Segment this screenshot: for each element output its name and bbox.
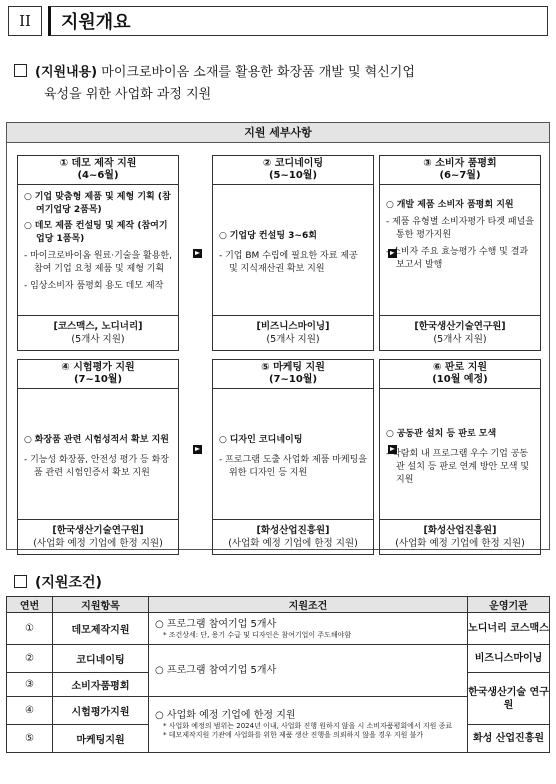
table-row: ① 데모제작지원 ○ 프로그램 참여기업 5개사 * 조건상세: 단, 용기 수급 및 디자인은 참여기업이 주도해야함 노디너리 코스맥스: [7, 613, 550, 645]
checkbox-square-icon: [14, 575, 27, 588]
card-header: ② 코디네이팅 (5~10월): [213, 156, 373, 185]
card-footer: [화성산업진흥원] (사업화 예정 기업에 한정 지원): [380, 519, 540, 554]
intro-line1: 마이크로바이옴 소재를 활용한 화장품 개발 및 혁신기업: [101, 65, 415, 80]
card-header: ⑥ 판로 지원 (10월 예정): [380, 360, 540, 389]
card-consumer-review: [379, 155, 541, 351]
table-row: ② 코디네이팅 ○ 프로그램 참여기업 5개사 비즈니스마이닝: [7, 645, 550, 673]
card-body: ○ 기업 맞춤형 제품 및 제형 기획 (참여기업당 2품목) ○ 데모 제품 컨설팅 및 제작 (참여기업당 1품목) - 마이크로바이옴 원료·기술을 활용한, 참여 기업 요청 제품 및 제형 기획 - 임상소비자 품평회 용도 데모 제작: [18, 185, 178, 315]
intro-paragraph: [14, 62, 550, 106]
card-body: ○ 기업당 컨설팅 3~6회 - 기업 BM 수립에 필요한 자료 제공 및 지식재산권 확보 지원: [213, 185, 373, 315]
details-frame: [6, 122, 550, 550]
table-row: ③ 소비자품평회 한국생산기술 연구원: [7, 673, 550, 697]
card-header: ① 데모 제작 지원 (4~6월): [18, 156, 178, 185]
intro-label: (지원내용): [35, 65, 98, 80]
section-number: II: [8, 6, 42, 36]
details-title: 지원 세부사항: [7, 123, 549, 143]
conditions-table: [6, 596, 550, 753]
card-footer: [한국생산기술연구원] (5개사 지원): [380, 315, 540, 350]
card-body: ○ 개발 제품 소비자 품평회 지원 - 제품 유형별 소비자평가 타겟 패널을 통한 평가지원 - 소비자 주요 효능평가 수행 및 결과보고서 발행: [380, 185, 540, 315]
card-header: ⑤ 마케팅 지원 (7~10월): [213, 360, 373, 389]
conditions-heading: (지원조건): [14, 572, 102, 592]
section-header: [8, 6, 548, 36]
card-header: ④ 시험평가 지원 (7~10월): [18, 360, 178, 389]
card-body: ○ 화장품 관련 시험성적서 확보 지원 - 기능성 화장품, 안전성 평가 등 화장품 관련 시험인증서 확보 지원: [18, 389, 178, 519]
card-sales-channel: [379, 359, 541, 555]
card-footer: [비즈니스마이닝] (5개사 지원): [213, 315, 373, 350]
card-coordinating: [212, 155, 374, 351]
intro-line2: 육성을 위한 사업화 과정 지원: [44, 87, 212, 102]
card-header: ③ 소비자 품평회 (6~7월): [380, 156, 540, 185]
card-footer: [화성산업진흥원] (사업화 예정 기업에 한정 지원): [213, 519, 373, 554]
table-row: ⑤ 마케팅지원 화성 산업진흥원: [7, 725, 550, 753]
section-title: 지원개요: [48, 6, 548, 36]
card-body: ○ 디자인 코디네이팅 - 프로그램 도출 사업화 제품 마케팅을 위한 디자인 등 지원: [213, 389, 373, 519]
table-row: ④ 시험평가지원 ○ 사업화 예정 기업에 한정 지원 * 사업화 예정의 범위는 2024년 이내, 사업화 진행 원하지 않을 시 소비자품평회에서 지원 종료 * 데모제작지원 기관에 사업화를 위한 제품 생산 진행을 의뢰하지 않을 경우 지원 불가: [7, 697, 550, 725]
card-footer: [한국생산기술연구원] (사업화 예정 기업에 한정 지원): [18, 519, 178, 554]
table-header-row: 연번 지원항목 지원조건 운영기관: [7, 597, 550, 613]
card-footer: [코스맥스, 노디너리] (5개사 지원): [18, 315, 178, 350]
card-body: ○ 공동관 설치 등 판로 모색 - 박람회 내 프로그램 우수 기업 공동관 설치 등 판로 연계 방안 모색 및 지원: [380, 389, 540, 519]
card-demo: [17, 155, 179, 351]
card-test-evaluation: [17, 359, 179, 555]
arrow-right-icon: [193, 249, 202, 258]
checkbox-square-icon: [14, 64, 27, 77]
card-marketing: [212, 359, 374, 555]
arrow-right-icon: [193, 445, 202, 454]
